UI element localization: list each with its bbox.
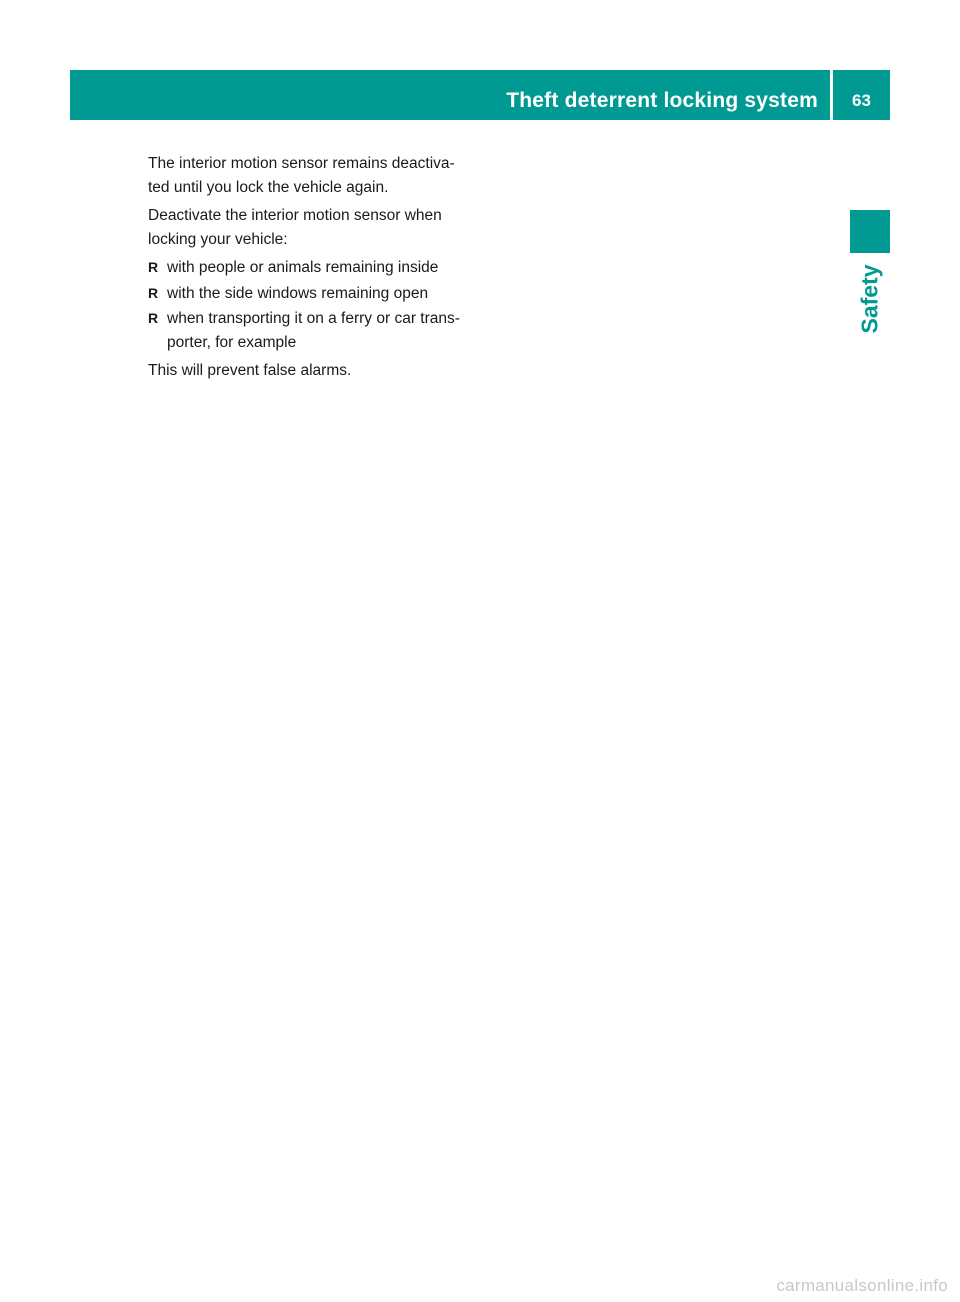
paragraph-sensor-deactivated: The interior motion sensor remains deactiva- ted until you lock the vehicle again. xyxy=(148,155,455,196)
bullet-marker: R xyxy=(148,284,159,301)
side-tab-marker xyxy=(850,210,890,253)
list-item-text: with people or animals remaining inside xyxy=(167,259,439,276)
footer-watermark: carmanualsonline.info xyxy=(776,1276,948,1295)
body-content xyxy=(148,152,493,388)
bullet-marker: R xyxy=(148,310,159,326)
page-number-box xyxy=(833,70,890,120)
page-number: 63 xyxy=(852,91,871,110)
bullet-marker: R xyxy=(148,259,159,275)
paragraph-prevent-false-alarms: This will prevent false alarms. xyxy=(148,362,352,379)
header-bar xyxy=(70,70,830,120)
list-item xyxy=(148,282,493,306)
side-tab-label: Safety xyxy=(856,264,883,334)
paragraph-deactivate-when: Deactivate the interior motion sensor when locking your vehicle: xyxy=(148,207,442,248)
bullet-list xyxy=(148,256,493,354)
section-title: Theft deterrent locking system xyxy=(506,89,818,112)
list-item-text: with the side windows remaining open xyxy=(167,284,429,302)
list-item xyxy=(148,256,493,280)
list-item xyxy=(148,307,493,354)
list-item-text: when transporting it on a ferry or car trans- porter, for example xyxy=(167,310,460,351)
